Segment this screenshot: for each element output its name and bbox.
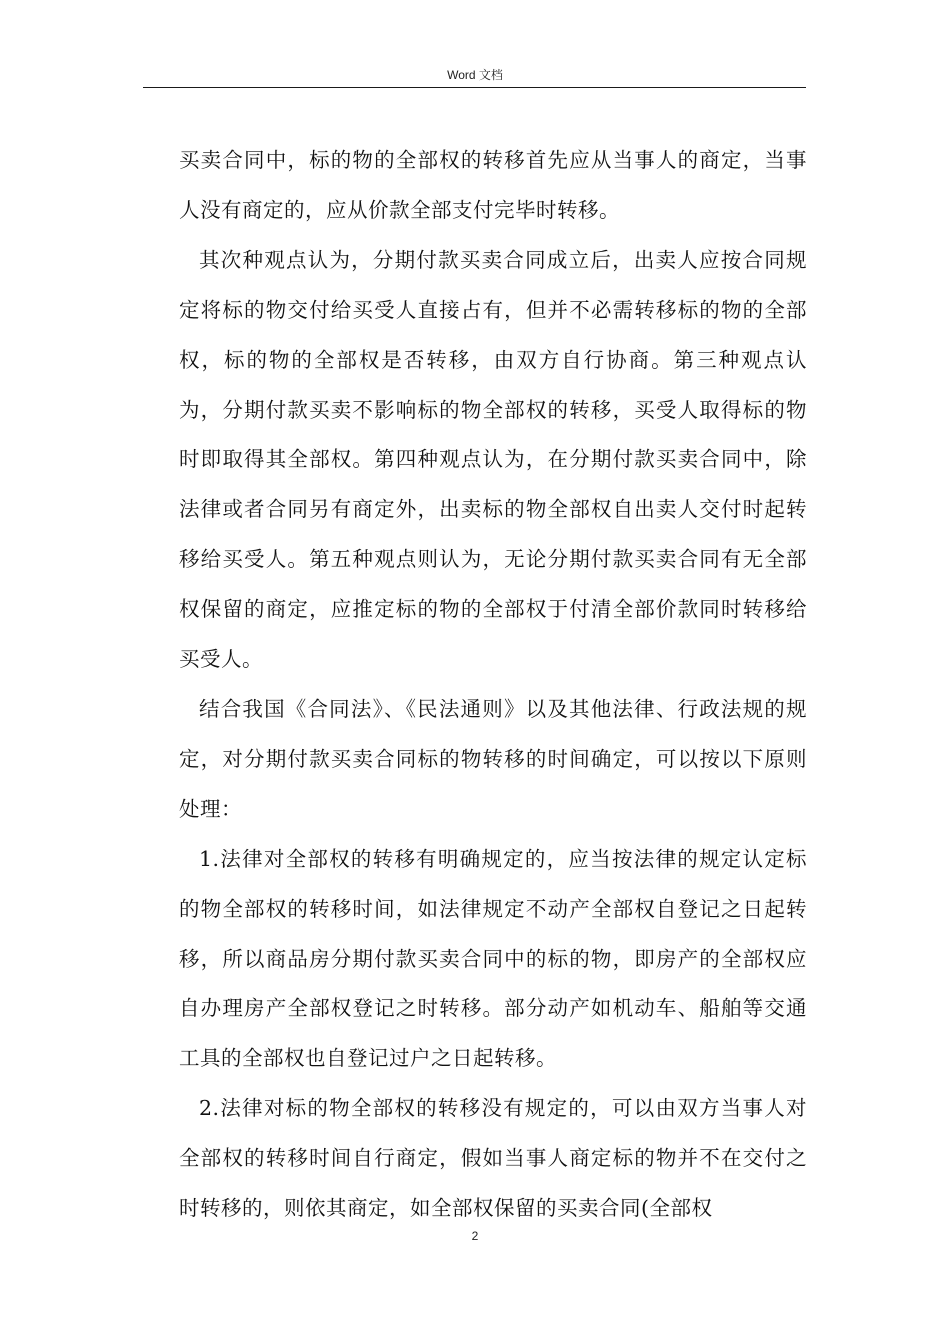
paragraph-viewpoints: 其次种观点认为，分期付款买卖合同成立后，出卖人应按合同规定将标的物交付给买受人直接占有，但并不必需转移标的物的全部权，标的物的全部权是否转移，由双方自行协商。第三种观点认为，分期付款买卖不影响标的物全部权的转移，买受人取得标的物时即取得其全部权。第四种观点认为，在分期付款买卖合同中，除法律或者合同另有商定外，出卖标的物全部权自出卖人交付时起转移给买受人。第五种观点则认为，无论分期付款买卖合同有无全部权保留的商定，应推定标的物的全部权于付清全部价款同时转移给买受人。 — [179, 247, 807, 672]
document-body — [179, 136, 807, 1234]
paragraph-continuation: 买卖合同中，标的物的全部权的转移首先应从当事人的商定，当事人没有商定的，应从价款全部支付完毕时转移。 — [179, 148, 807, 222]
page-header: Word 文档 — [447, 68, 503, 82]
page-number: 2 — [471, 1229, 479, 1243]
paragraph-principle-2: 2.法律对标的物全部权的转移没有规定的，可以由双方当事人对全部权的转移时间自行商定，假如当事人商定标的物并不在交付之时转移的，则依其商定，如全部权保留的买卖合同(全部权 — [179, 1096, 807, 1221]
paragraph-principle-1: 1.法律对全部权的转移有明确规定的，应当按法律的规定认定标的物全部权的转移时间，如法律规定不动产全部权自登记之日起转移，所以商品房分期付款买卖合同中的标的物，即房产的全部权应自办理房产全部权登记之时转移。部分动产如机动车、船舶等交通工具的全部权也自登记过户之日起转移。 — [179, 846, 807, 1071]
header-divider — [143, 87, 806, 88]
paragraph-principles-intro: 结合我国《合同法》、《民法通则》以及其他法律、行政法规的规定，对分期付款买卖合同标的物转移的时间确定，可以按以下原则处理： — [179, 696, 807, 821]
